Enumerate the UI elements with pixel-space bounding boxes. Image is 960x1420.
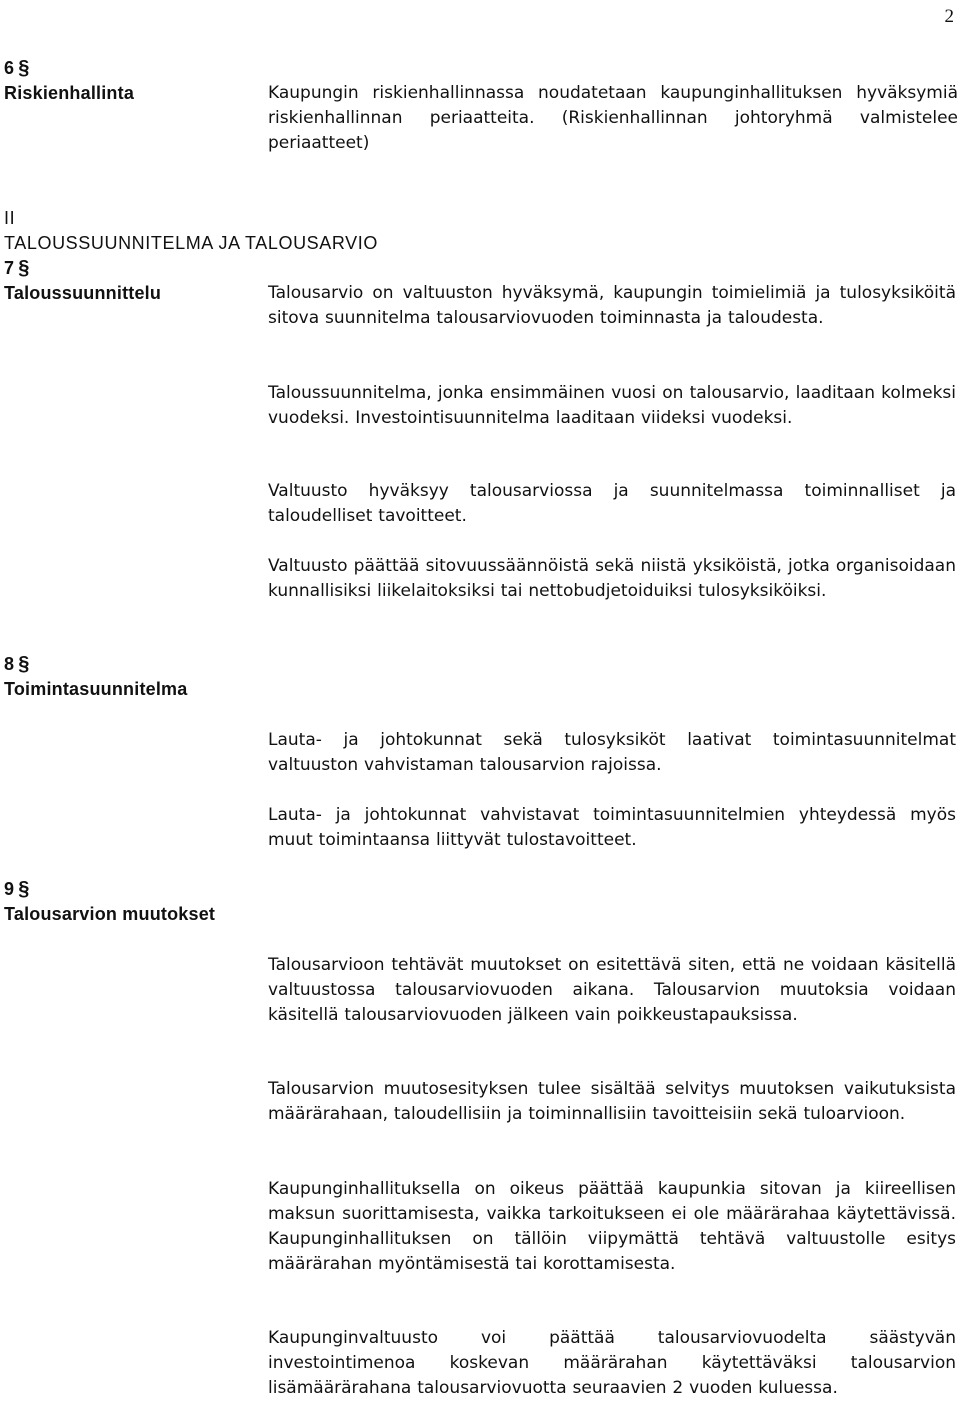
section-6-heading xyxy=(4,56,134,106)
section-7-paragraph-1: Talousarvio on valtuuston hyväksymä, kaupungin toimielimiä ja tulosyksiköitä sitova suunnitelma talousarviovuoden toiminnasta ja taloudesta. xyxy=(268,283,956,328)
chapter-title: TALOUSSUUNNITELMA JA TALOUSARVIO xyxy=(4,233,378,253)
section-9-paragraph-4: Kaupunginvaltuusto voi päättää talousarviovuodelta säästyvän investointimenoa koskevan määrärahan käytettäväksi talousarvion lisämäärärahana talousarviovuotta seuraavien 2 vuoden kuluessa. xyxy=(268,1328,956,1398)
section-7-paragraph-3: Valtuusto hyväksyy talousarviossa ja suunnitelmassa toiminnalliset ja taloudelliset tavoitteet. xyxy=(268,481,956,526)
section-sign-icon: § xyxy=(18,57,30,79)
section-6-paragraph-1: Kaupungin riskienhallinnassa noudatetaan kaupunginhallituksen hyväksymiä riskienhallinnan periaatteita. (Riskienhallinnan johtoryhmä valmistelee periaatteet) xyxy=(268,83,958,153)
section-7-paragraph-4: Valtuusto päättää sitovuussäännöistä sekä niistä yksiköistä, jotka organisoidaan kunnallisiksi liikelaitoksiksi tai nettobudjetoiduiksi tulosyksiköiksi. xyxy=(268,556,956,601)
section-9-heading xyxy=(4,877,215,927)
section-8-paragraph-1: Lauta- ja johtokunnat sekä tulosyksiköt laativat toimintasuunnitelmat valtuuston vahvistaman talousarvion rajoissa. xyxy=(268,730,956,775)
section-sign-icon: § xyxy=(18,878,30,900)
section-number: 8 § xyxy=(4,653,30,675)
section-number: 7 § xyxy=(4,257,30,279)
section-number: 6 § xyxy=(4,57,30,79)
section-9-paragraph-3: Kaupunginhallituksella on oikeus päättää kaupunkia sitovan ja kiireellisen maksun suorittamisesta, vaikka tarkoitukseen ei ole määrärahaa käytettävissä. Kaupunginhallituksen on tällöin viipymättä tehtävä valtuustolle esitys määrärahan myöntämisestä tai korottamisesta. xyxy=(268,1179,956,1274)
page-number: 2 xyxy=(944,6,954,27)
section-title: Taloussuunnittelu xyxy=(4,283,162,303)
section-sign-icon: § xyxy=(18,257,30,279)
section-9-paragraph-2: Talousarvion muutosesityksen tulee sisältää selvitys muutoksen vaikutuksista määrärahaan, taloudellisiin ja toiminnallisiin tavoitteisiin sekä tuloarvioon. xyxy=(268,1079,956,1124)
section-sign-icon: § xyxy=(18,653,30,675)
chapter-numeral: II xyxy=(4,208,16,228)
section-8-paragraph-2: Lauta- ja johtokunnat vahvistavat toimintasuunnitelmien yhteydessä myös muut toimintaansa liittyvät tulostavoitteet. xyxy=(268,805,956,850)
section-7-heading xyxy=(4,256,161,306)
section-title: Talousarvion muutokset xyxy=(4,904,216,924)
section-9-paragraph-1: Talousarvioon tehtävät muutokset on esitettävä siten, että ne voidaan käsitellä valtuustossa talousarviovuoden aikana. Talousarvion muutoksia voidaan käsitellä talousarviovuoden jälkeen vain poikkeustapauksissa. xyxy=(268,955,956,1025)
section-8-heading xyxy=(4,652,187,702)
section-title: Riskienhallinta xyxy=(4,83,135,103)
section-number: 9 § xyxy=(4,878,30,900)
section-title: Toimintasuunnitelma xyxy=(4,679,188,699)
section-7-paragraph-2: Taloussuunnitelma, jonka ensimmäinen vuosi on talousarvio, laaditaan kolmeksi vuodeksi. Investointisuunnitelma laaditaan viideksi vuodeksi. xyxy=(268,383,956,428)
